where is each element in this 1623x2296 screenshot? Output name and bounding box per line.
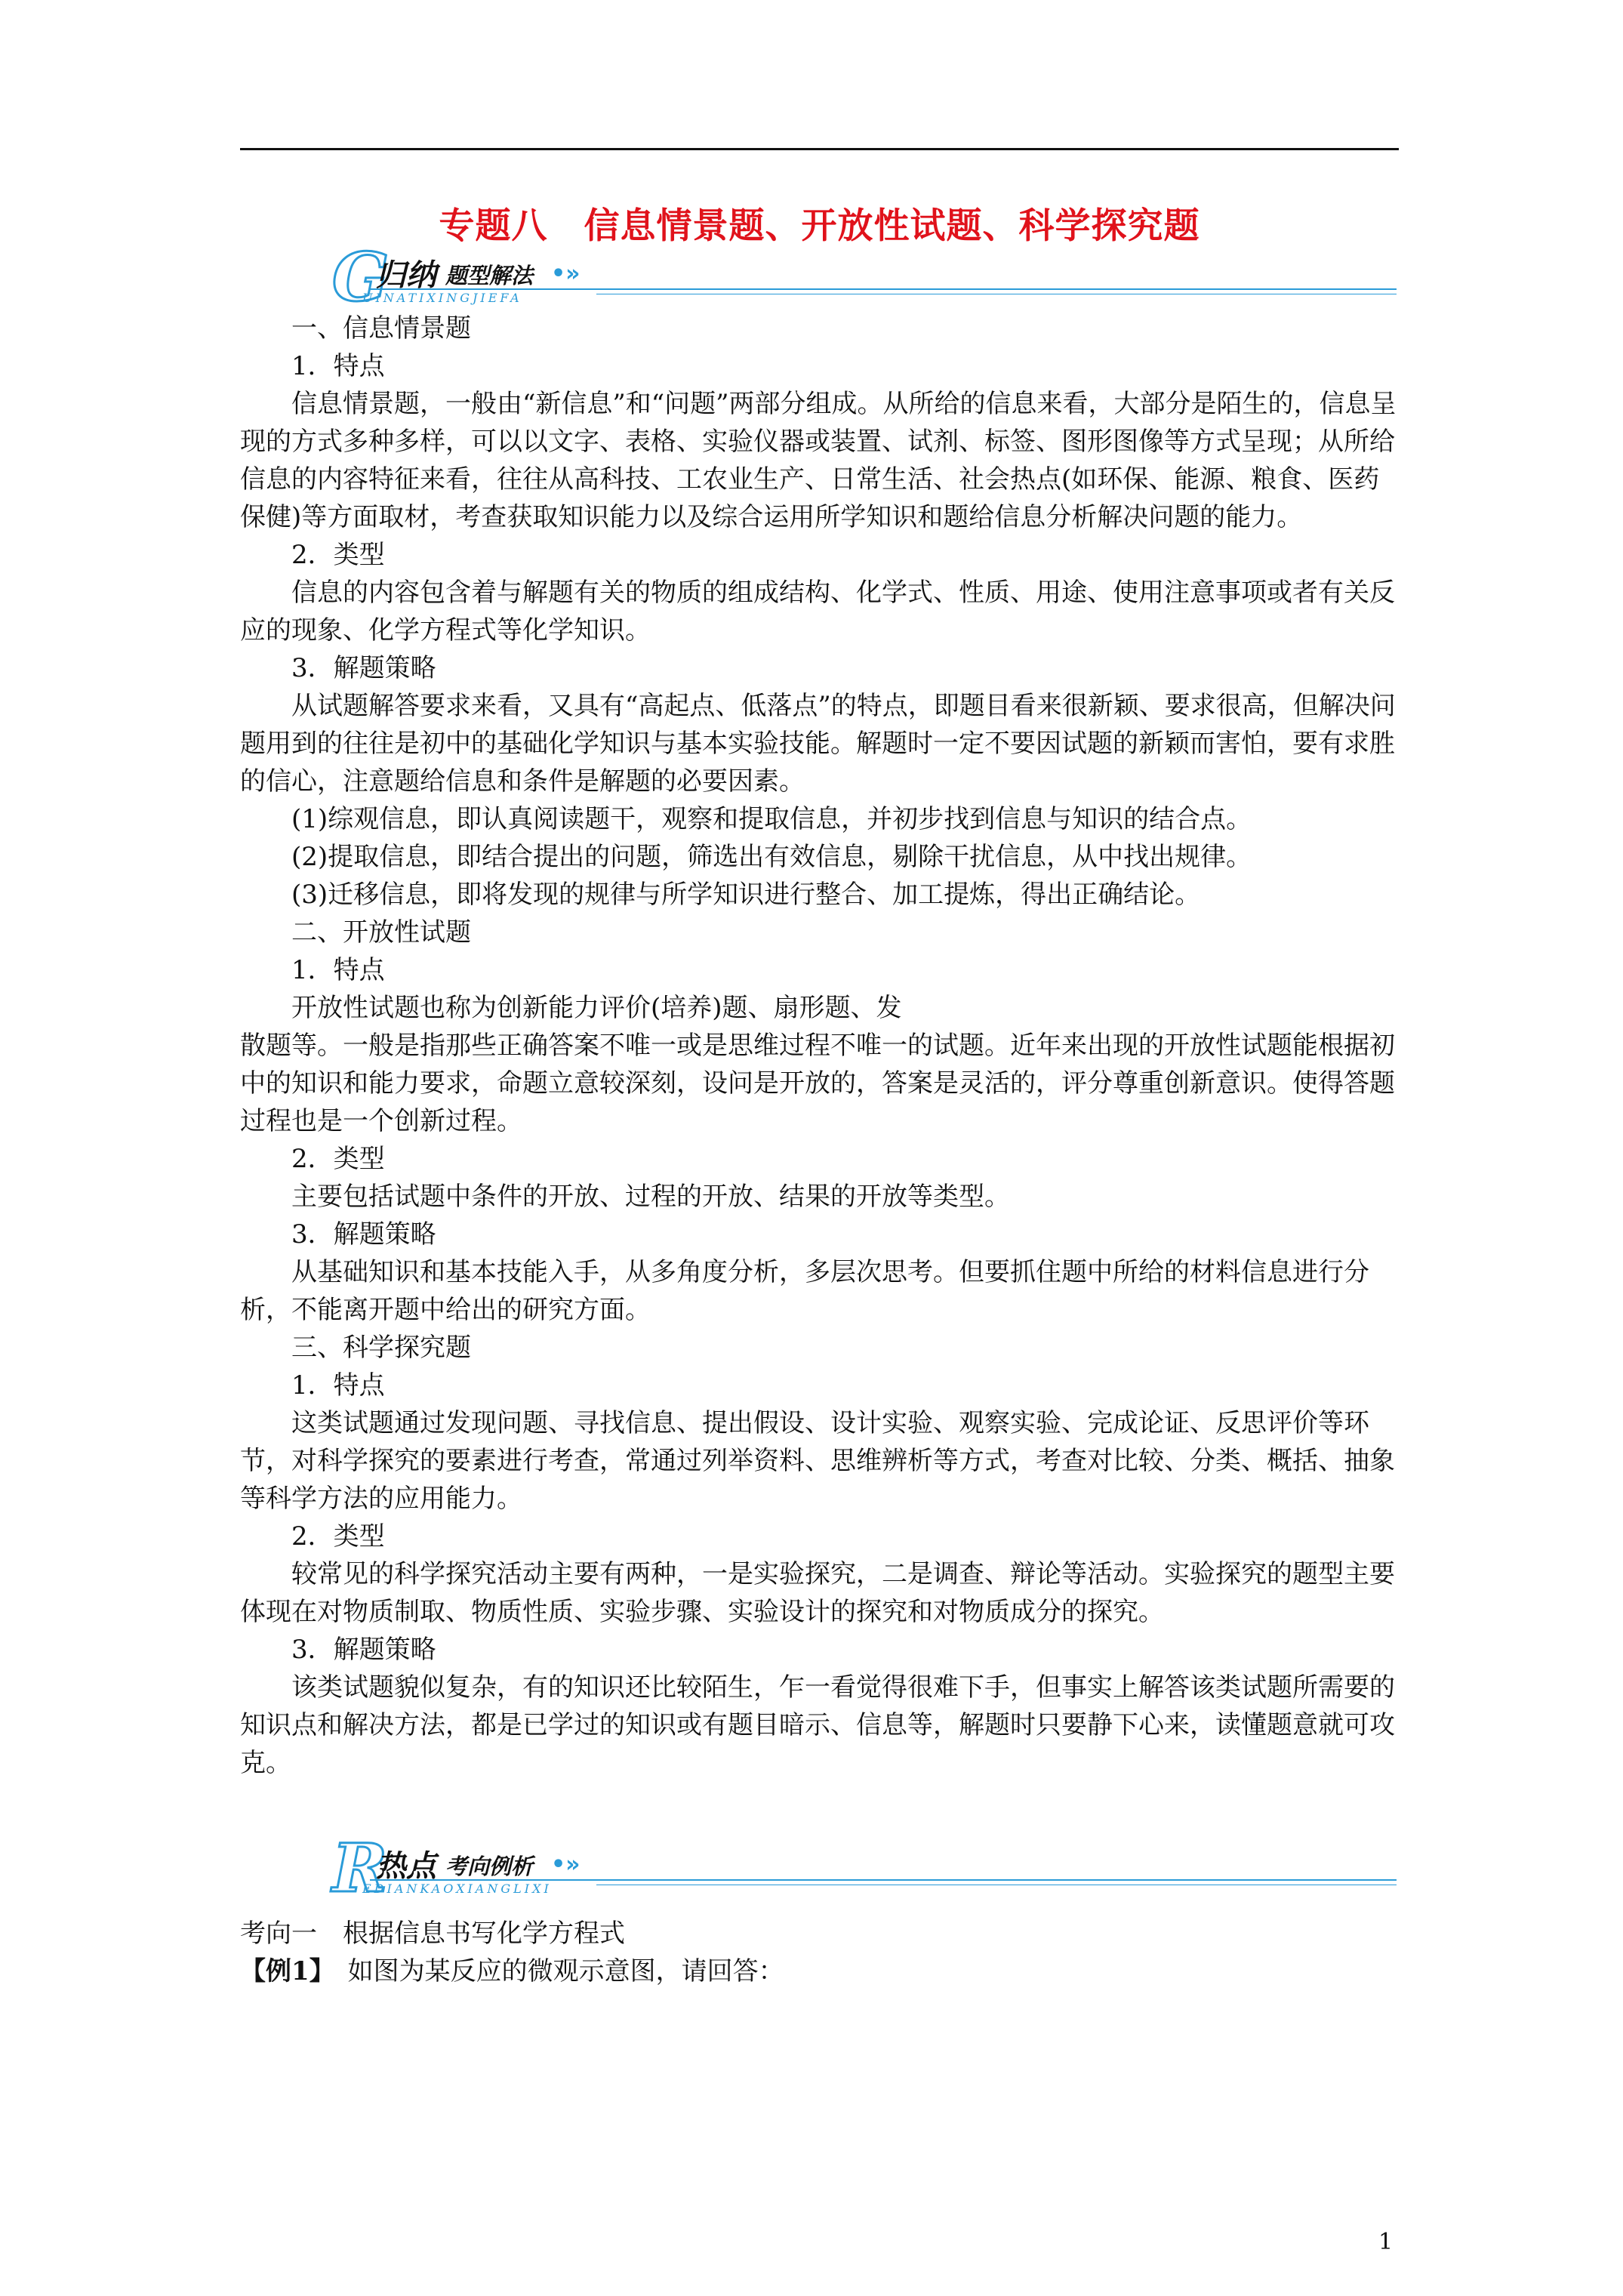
banner-main-label: 热点 xyxy=(376,1848,436,1884)
paragraph: 3．解题策略 xyxy=(291,1635,436,1665)
paragraph: 散题等。一般是指那些正确答案不唯一或是思维过程不唯一的试题。近年来出现的开放性试题能根据初中的知识和能力要求，命题立意较深刻，设问是开放的，答案是灵活的，评分尊重创新意识。使得答题过程也是一个创新过程。 xyxy=(240,1031,1395,1136)
paragraph: 信息情景题，一般由“新信息”和“问题”两部分组成。从所给的信息来看，大部分是陌生的，信息呈现的方式多种多样，可以以文字、表格、实验仪器或装置、试剂、标签、图形图像等方式呈现；从所给信息的内容特征来看，往往从高科技、工农业生产、日常生活、社会热点(如环保、能源、粮食、医药保健)等方面取材，考查获取知识能力以及综合运用所学知识和题给信息分析解决问题的能力。 xyxy=(240,389,1397,532)
banner-arrow-icon: •» xyxy=(551,1851,581,1878)
banner-hot-topics xyxy=(332,1829,1397,1907)
paragraph: 2．类型 xyxy=(291,1144,385,1174)
paragraph: 3．解题策略 xyxy=(291,653,436,683)
page-number: 1 xyxy=(1378,2229,1394,2255)
paragraph: 1．特点 xyxy=(291,1370,385,1401)
paragraph: 开放性试题也称为创新能力评价(培养)题、扇形题、发 xyxy=(291,993,902,1023)
paragraph: 1．特点 xyxy=(291,351,385,381)
paragraph: 3．解题策略 xyxy=(291,1219,436,1250)
banner-rule xyxy=(370,1879,1397,1881)
banner-method-summary xyxy=(332,238,1397,316)
paragraph: 信息的内容包含着与解题有关的物质的组成结构、化学式、性质、用途、使用注意事项或者有关反应的现象、化学方程式等化学知识。 xyxy=(240,578,1395,646)
paragraph: 较常见的科学探究活动主要有两种，一是实验探究，二是调查、辩论等活动。实验探究的题型主要体现在对物质制取、物质性质、实验步骤、实验设计的探究和对物质成分的探究。 xyxy=(240,1559,1395,1627)
banner-sub-label: 考向例析 xyxy=(445,1854,534,1879)
banner-sub-label: 题型解法 xyxy=(445,263,534,288)
paragraph: 二、开放性试题 xyxy=(291,917,471,948)
paragraph: 从基础知识和基本技能入手，从多角度分析，多层次思考。但要抓住题中所给的材料信息进行分析，不能离开题中给出的研究方面。 xyxy=(240,1257,1369,1325)
example-line xyxy=(240,1952,1399,1990)
paragraph: 该类试题貌似复杂，有的知识还比较陌生，乍一看觉得很难下手，但事实上解答该类试题所需要的知识点和解决方法，都是已学过的知识或有题目暗示、信息等，解题时只要静下心来，读懂题意就可攻克。 xyxy=(240,1672,1395,1778)
example-label: 【例1】 xyxy=(240,1956,322,1986)
page-title: 专题八 信息情景题、开放性试题、科学探究题 xyxy=(439,205,1200,247)
paragraph: (3)迁移信息，即将发现的规律与所学知识进行整合、加工提炼，得出正确结论。 xyxy=(291,880,1201,910)
paragraph: 2．类型 xyxy=(291,540,385,570)
banner-rule xyxy=(370,288,1397,290)
paragraph: 从试题解答要求来看，又具有“高起点、低落点”的特点，即题目看来很新颖、要求很高，但解决问题用到的往往是初中的基础化学知识与基本实验技能。解题时一定不要因试题的新颖而害怕，要有求胜的信心，注意题给信息和条件是解题的必要因素。 xyxy=(240,691,1396,797)
example-text: 如图为某反应的微观示意图，请回答： xyxy=(347,1956,784,1986)
paragraph: (1)综观信息，即认真阅读题干，观察和提取信息，并初步找到信息与知识的结合点。 xyxy=(291,804,1252,834)
banner-logo-letter: G xyxy=(332,238,390,316)
banner-main-label: 归纳 xyxy=(376,257,436,293)
banner-pinyin: UINATIXINGJIEFA xyxy=(362,291,522,305)
paragraph: 这类试题通过发现问题、寻找信息、提出假设、设计实验、观察实验、完成论证、反思评价等环节，对科学探究的要素进行考查，常通过列举资料、思维辨析等方式，考查对比较、分类、概括、抽象等科学方法的应用能力。 xyxy=(240,1408,1395,1514)
paragraph: 2．类型 xyxy=(291,1521,385,1552)
paragraph: 1．特点 xyxy=(291,955,385,985)
direction-heading: 考向一 根据信息书写化学方程式 xyxy=(240,1918,625,1949)
paragraph: 主要包括试题中条件的开放、过程的开放、结果的开放等类型。 xyxy=(291,1182,1010,1212)
main-text xyxy=(240,310,1399,1782)
banner-pinyin: EDIANKAOXIANGLIXI xyxy=(362,1881,552,1896)
banner-logo-letter: R xyxy=(332,1829,388,1907)
paragraph: 一、信息情景题 xyxy=(291,313,471,344)
paragraph: (2)提取信息，即结合提出的问题，筛选出有效信息，剔除干扰信息，从中找出规律。 xyxy=(291,842,1252,872)
example-section xyxy=(240,1915,1399,1990)
banner-arrow-icon: •» xyxy=(551,260,581,287)
header-rule xyxy=(240,148,1399,150)
paragraph: 三、科学探究题 xyxy=(291,1333,471,1363)
